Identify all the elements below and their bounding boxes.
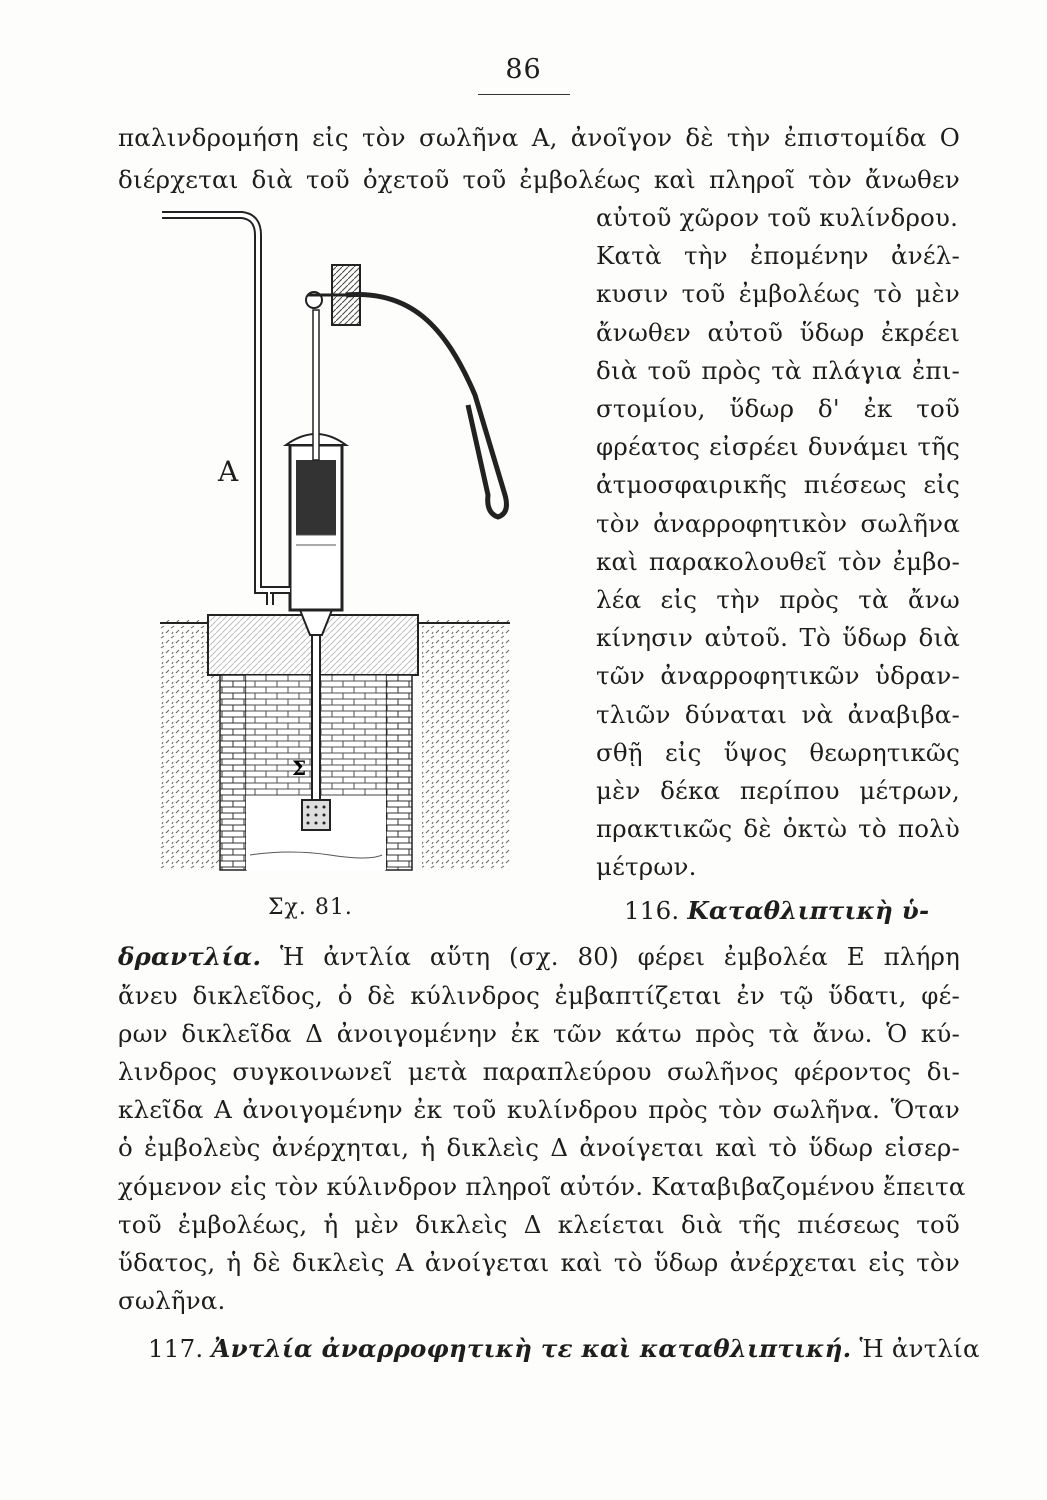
text-line: πρακτικῶς δὲ ὀκτὼ τὸ πολὺ (596, 814, 960, 843)
text-line: ἄνευ δικλεῖδος, ὁ δὲ κύλινδρος ἐμβαπτίζεται ἐν τῷ ὕδατι, φέ- (118, 981, 960, 1010)
text-line: αὐτοῦ χῶρον τοῦ κυλίνδρου. (596, 203, 959, 232)
piston-rod (313, 310, 319, 460)
text-line: μὲν δέκα περίπου μέτρων, (596, 776, 960, 805)
earth-right (422, 620, 510, 870)
text-span: Ἡ ἀντλία (859, 1334, 980, 1363)
text-line: λινδρος συγκοινωνεῖ μετὰ παραπλεύρου σωλῆνος φέροντος δι- (118, 1057, 960, 1086)
text-line: ρων δικλεῖδα Δ ἀνοιγομένην ἐκ τῶν κάτω πρὸς τὰ ἄνω. Ὁ κύ- (118, 1019, 960, 1048)
text-line: ἀτμοσφαιρικῆς πιέσεως εἰς (596, 470, 960, 499)
text-line: χόμενον εἰς τὸν κύλινδρον πληροῖ αὐτόν. Καταβιβαζομένου ἔπειτα (118, 1172, 966, 1201)
well-wall-right (386, 675, 412, 870)
section-number: 117. (148, 1334, 204, 1363)
text-line: διέρχεται διὰ τοῦ ὀχετοῦ τοῦ ἐμβολέως καὶ πληροῖ τὸν ἄνωθεν (118, 165, 960, 194)
text-line: μέτρων. (596, 852, 697, 881)
text-line: ὕδατος, ἡ δὲ δικλεὶς Α ἀνοίγεται καὶ τὸ ὕδωρ ἀνέρχεται εἰς τὸν (118, 1248, 960, 1277)
text-line: κλεῖδα Α ἀνοιγομένην ἐκ τοῦ κυλίνδρου πρὸς τὸν σωλῆνα. Ὅταν (118, 1095, 960, 1124)
text-line: τῶν ἀναρροφητικῶν ὑδραν- (596, 661, 960, 690)
pump-piston (296, 460, 336, 535)
text-line: στομίου, ὕδωρ δ' ἐκ τοῦ (596, 394, 960, 423)
text-line: τὸν ἀναρροφητικὸν σωλῆνα (596, 509, 960, 538)
text-line: λέα εἰς τὴν πρὸς τὰ ἄνω (596, 585, 960, 614)
suction-pipe (312, 635, 320, 810)
pump-illustration (150, 195, 570, 895)
text-line: Κατὰ τὴν ἐπομένην ἀνέλ- (596, 241, 960, 270)
text-line: καὶ παρακολουθεῖ τὸν ἐμβο- (596, 547, 960, 576)
section-title: Καταθλιπτικὴ ὑ- (687, 896, 930, 925)
text-line: κυσιν τοῦ ἐμβολέως τὸ μὲν (596, 279, 960, 308)
section-number: 116. (624, 896, 680, 925)
text-line (118, 942, 960, 974)
section-116-heading (624, 896, 960, 928)
text-line: τοῦ ἐμβολέως, ἡ μὲν δικλεὶς Δ κλείεται διὰ τῆς πιέσεως τοῦ (118, 1210, 960, 1239)
pump-handle (346, 295, 506, 517)
label-sigma: Σ (292, 756, 307, 780)
section-title: Ἀντλία ἀναρροφητικὴ τε καὶ καταθλιπτική. (211, 1334, 852, 1363)
text-span: Ἡ ἀντλία αὕτη (σχ. 80) φέρει ἐμβολέα Ε πλήρη (279, 942, 960, 971)
text-line: σθῇ εἰς ὕψος θεωρητικῶς (596, 738, 960, 767)
label-A: Α (218, 455, 239, 488)
pump-drawing (150, 195, 570, 895)
text-line: παλινδρομήση εἰς τὸν σωλῆνα Α, ἀνοῖγον δὲ τὴν ἐπιστομίδα Ο (118, 123, 960, 152)
section-title-cont: δραντλία. (118, 942, 262, 971)
section-117-heading (148, 1334, 980, 1366)
delivery-tube-A (162, 215, 270, 605)
text-line: φρέατος εἰσρέει δυνάμει τῆς (596, 432, 960, 461)
page-number: 86 (505, 54, 542, 85)
text-line: διὰ τοῦ πρὸς τὰ πλάγια ἐπι- (596, 356, 960, 385)
text-line: τλιῶν δύναται νὰ ἀναβιβα- (596, 700, 960, 729)
text-line: σωλῆνα. (118, 1286, 226, 1315)
figure-caption: Σχ. 81. (268, 895, 353, 920)
text-line: ἄνωθεν αὐτοῦ ὕδωρ ἐκρέει (596, 318, 960, 347)
text-line: κίνησιν αὐτοῦ. Τὸ ὕδωρ διὰ (596, 623, 960, 652)
well-wall-left (220, 675, 246, 870)
page-number-rule (478, 94, 570, 95)
text-line: ὁ ἐμβολεὺς ἀνέρχηται, ἡ δικλεὶς Δ ἀνοίγεται καὶ τὸ ὕδωρ εἰσερ- (118, 1133, 960, 1162)
